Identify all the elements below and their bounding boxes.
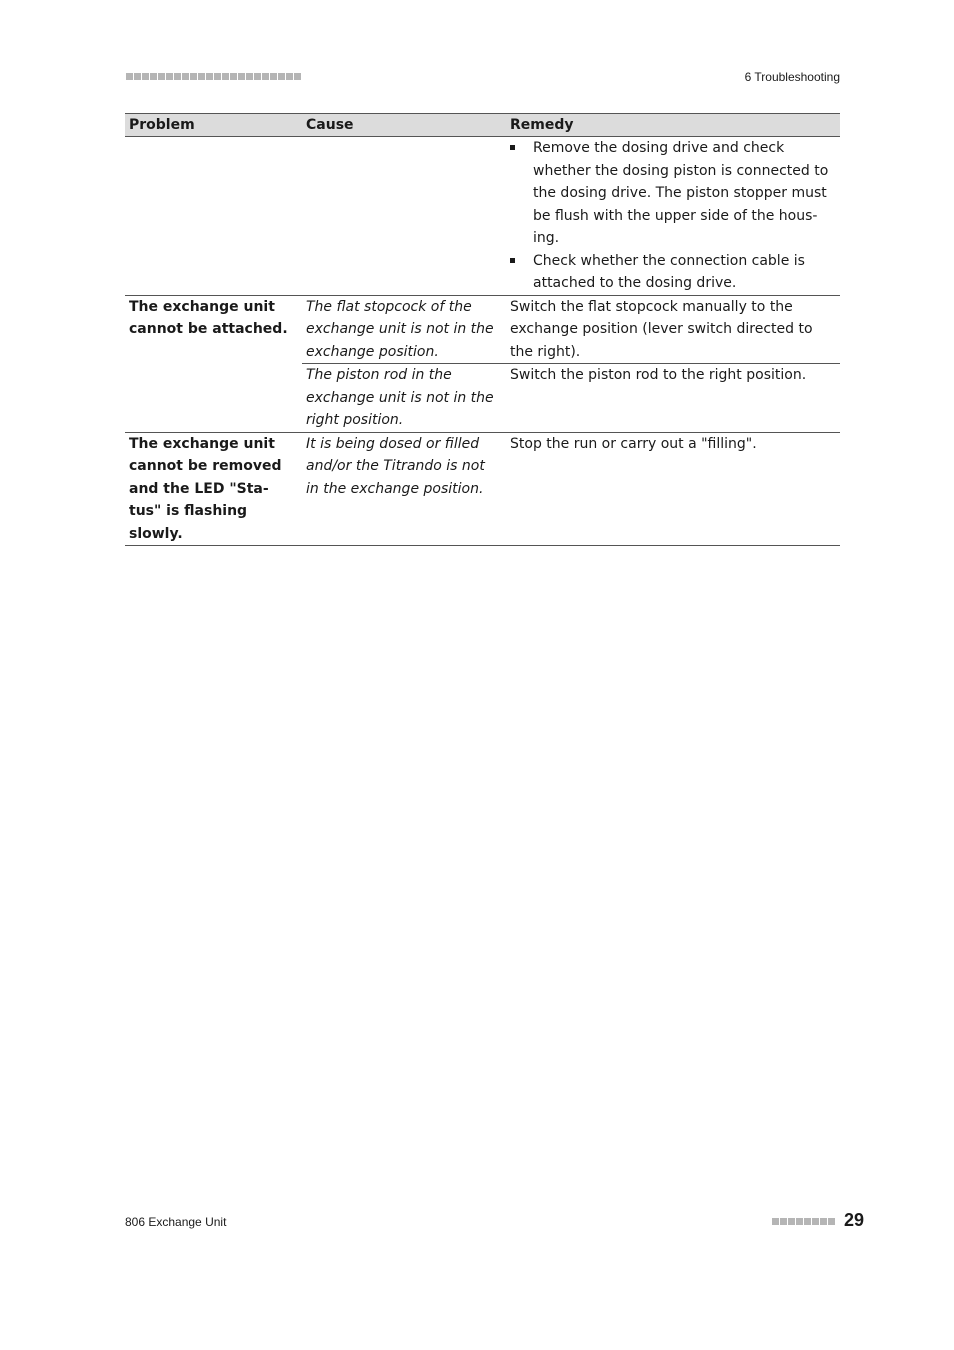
cause-cell: The piston rod in the exchange unit is not in the right position. xyxy=(302,364,506,433)
header-cause: Cause xyxy=(302,114,506,137)
footer-decoration-squares xyxy=(772,1218,835,1225)
problem-cell: The exchange unit cannot be removed and the LED "Sta-tus" is flashing slowly. xyxy=(125,432,302,546)
table-row xyxy=(125,295,840,364)
troubleshooting-table xyxy=(125,113,840,546)
footer-product-title: 806 Exchange Unit xyxy=(125,1215,227,1229)
chapter-title: 6 Troubleshooting xyxy=(744,70,840,84)
table-row xyxy=(125,137,840,296)
list-item xyxy=(510,137,836,250)
remedy-cell: Switch the flat stopcock manually to the exchange position (lever switch directed to the right). xyxy=(506,295,840,364)
list-item xyxy=(510,250,836,295)
header-remedy: Remedy xyxy=(506,114,840,137)
remedy-bullet-list xyxy=(510,137,836,295)
empty-problem-cell xyxy=(125,137,302,296)
table-header-row xyxy=(125,114,840,137)
remedy-bullet-text: Remove the dosing drive and check whether the dosing piston is connected to the dosing drive. The piston stopper must be flush with the upper side of the hous-ing. xyxy=(533,140,829,246)
remedy-cell: Switch the piston rod to the right position. xyxy=(506,364,840,433)
remedy-bullet-text: Check whether the connection cable is attached to the dosing drive. xyxy=(533,252,805,291)
remedy-cell: Stop the run or carry out a "filling". xyxy=(506,432,840,546)
cause-cell: It is being dosed or filled and/or the Titrando is not in the exchange position. xyxy=(302,432,506,546)
cause-cell: The flat stopcock of the exchange unit is not in the exchange position. xyxy=(302,295,506,364)
problem-cell: The exchange unit cannot be attached. xyxy=(125,295,302,432)
empty-cause-cell xyxy=(302,137,506,296)
bullet-square-icon xyxy=(510,145,515,150)
bullet-square-icon xyxy=(510,258,515,263)
header-problem: Problem xyxy=(125,114,302,137)
remedy-cell xyxy=(506,137,840,296)
header-decoration-squares xyxy=(126,73,301,80)
page-number: 29 xyxy=(844,1210,865,1230)
table-row xyxy=(125,432,840,546)
